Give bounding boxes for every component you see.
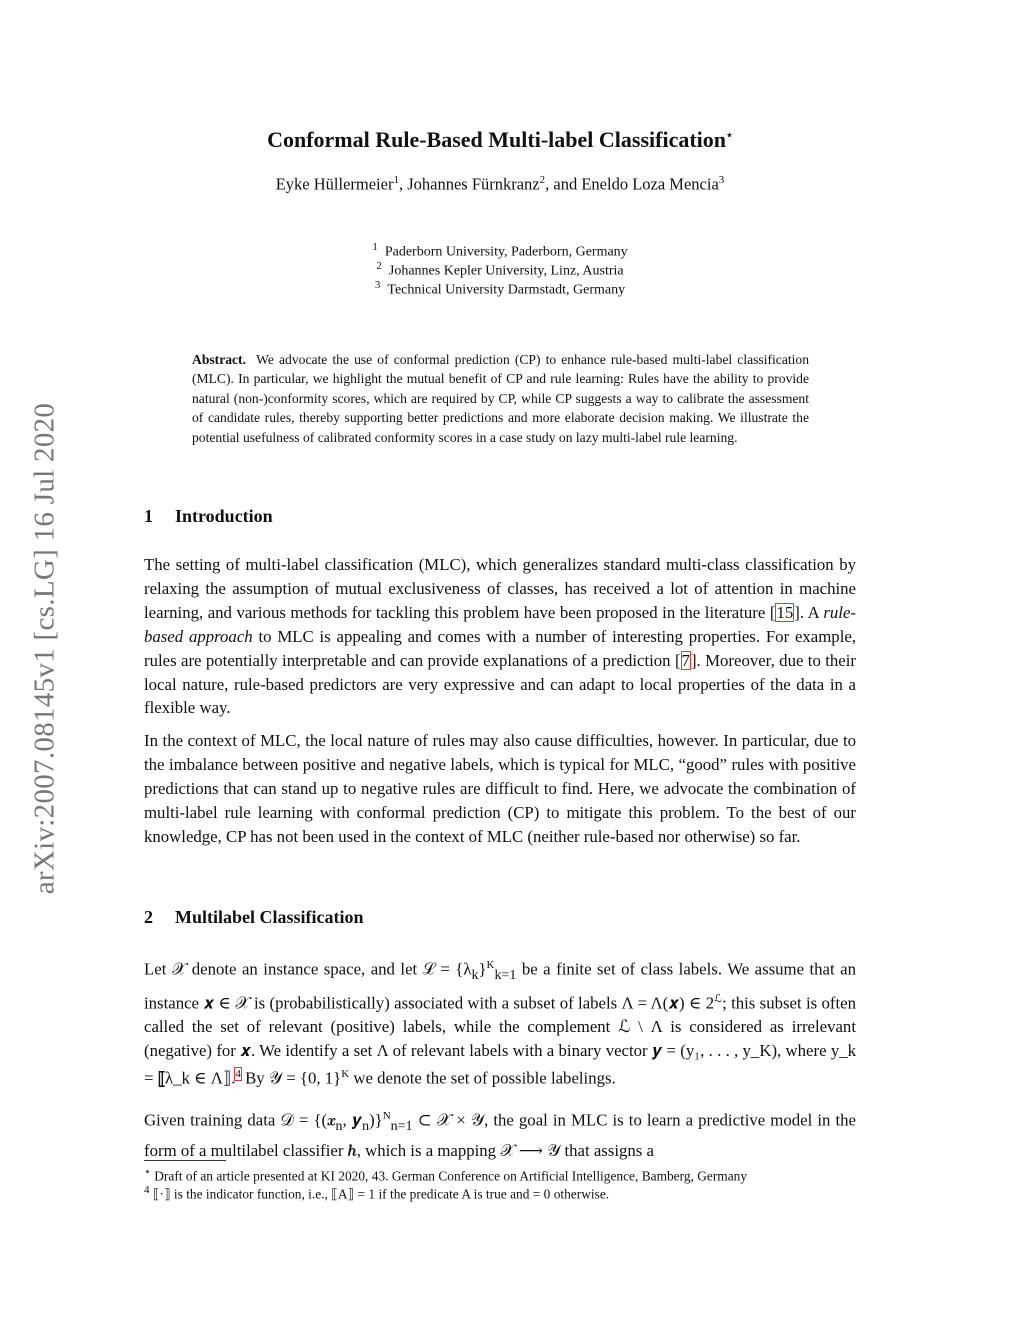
paragraph: In the context of MLC, the local nature of rules may also cause difficulties, however. In particular, due to the imbalance between positive and negative labels, which is typical for MLC, “good” rules with positive predictions that can stand up to negative rules are difficult to find. Here, we advocate the combination of multi-label rule learning with conformal prediction (CP) to mitigate this problem. To the best of our knowledge, CP has not been used in the context of MLC (neither rule-based nor otherwise) so far. — [144, 731, 856, 846]
math-subscript: n — [335, 1118, 343, 1134]
section-number: 2 — [144, 907, 153, 927]
title-text: Conformal Rule-Based Multi-label Classification — [267, 127, 727, 152]
affiliation-number: 1 — [372, 241, 378, 253]
math-subscript: k=1 — [494, 967, 517, 983]
footnote-mark: ⋆ — [144, 1166, 151, 1178]
math-subscript: k — [471, 967, 479, 983]
text: be a finite set of class labels. We assume that an instance 𝒙 ∈ 𝒳 is (probabilistically) associated with a subset of labels Λ = Λ(𝒙) ∈ 2 — [144, 959, 856, 1013]
text: By 𝒴 = {0, 1} — [240, 1068, 342, 1088]
paragraph — [144, 553, 856, 720]
arxiv-identifier-stamp: arXiv:2007.08145v1 [cs.LG] 16 Jul 2020 — [28, 402, 61, 895]
section-number: 1 — [144, 506, 153, 526]
affiliation-text: Paderborn University, Paderborn, Germany — [384, 244, 628, 260]
footnote-text: ⟦·⟧ is the indicator function, i.e., ⟦A⟧ = 1 if the predicate A is true and = 0 otherwise. — [152, 1186, 610, 1202]
text: , 𝒚 — [342, 1110, 363, 1130]
section-title: Multilabel Classification — [175, 907, 364, 927]
footnote — [144, 1184, 856, 1202]
math-subscript: n — [362, 1118, 370, 1134]
abstract-label: Abstract. — [192, 352, 246, 367]
emphasis: rule-based approach — [144, 602, 856, 646]
text: ]. A — [794, 602, 824, 622]
text: Given training data 𝒟 = {(𝒙 — [144, 1110, 336, 1130]
text: } — [478, 959, 487, 979]
author-name: Eyke Hüllermeier — [275, 174, 394, 194]
section-title: Introduction — [175, 506, 273, 526]
author-affiliation-mark: 3 — [718, 174, 725, 186]
paragraph — [144, 1105, 856, 1163]
affiliation-text: Johannes Kepler University, Linz, Austria — [388, 263, 624, 279]
affiliation — [0, 241, 1000, 261]
math-superscript: K — [486, 959, 495, 971]
abstract — [192, 350, 809, 447]
math-superscript: ℒ — [714, 992, 723, 1005]
text: Let 𝒳 denote an instance space, and let ℒ = {λ — [144, 959, 472, 979]
paragraph — [144, 954, 856, 1091]
author-name: , Johannes Fürnkranz — [398, 174, 540, 194]
affiliation — [0, 279, 1000, 299]
section-heading-multilabel-classification — [144, 907, 364, 928]
affiliation-text: Technical University Darmstadt, Germany — [387, 282, 626, 298]
author-affiliation-mark: 2 — [539, 174, 546, 186]
footnote-link[interactable]: 4 — [235, 1068, 241, 1081]
text: to MLC is appealing and comes with a number of interesting properties. For example, rules are potentially interpretable and can provide explanations of a prediction [ — [144, 626, 857, 670]
author-list — [0, 174, 1000, 195]
footnote — [144, 1165, 856, 1184]
text: we denote the set of possible labelings. — [349, 1068, 616, 1088]
author-name: , and Eneldo Loza Mencia — [545, 174, 719, 194]
author-affiliation-mark: 1 — [393, 174, 399, 186]
text: The setting of multi-label classification (MLC), which generalizes standard multi-class classification by relaxing the assumption of mutual exclusiveness of classes, has received a lot of attention in machine learning, and various methods for tackling this problem have been proposed in the literature [ — [144, 555, 856, 622]
text: )} — [369, 1110, 383, 1130]
text: ]. Moreover, due to their local nature, rule-based predictors are very expressive and can adapt to local properties of the data in a flexible way. — [144, 650, 856, 718]
section-heading-introduction — [144, 506, 273, 527]
abstract-text: We advocate the use of conformal prediction (CP) to enhance rule-based multi-label classification (MLC). In particular, we highlight the mutual benefit of CP and rule learning: Rules have the ability to provide natural (non-)conformity scores, which are required by CP, while CP suggests a way to calibrate the assessment of candidate rules, thereby supporting better predictions and more elaborate decision making. We illustrate the potential usefulness of calibrated conformity scores in a case study on lazy multi-label rule learning. — [192, 352, 810, 445]
citation-link[interactable]: 15 — [776, 602, 794, 622]
math-superscript: K — [341, 1068, 350, 1081]
affiliation — [0, 260, 1000, 280]
footnote-divider — [144, 1160, 226, 1161]
footnote-mark: 4 — [144, 1184, 150, 1196]
citation-link[interactable]: 7 — [681, 650, 690, 670]
footnote-text: Draft of an article presented at KI 2020, 43. German Conference on Artificial Intelligence, Bamberg, Germany — [154, 1168, 748, 1184]
text: ; this subset is often called the set of relevant (positive) labels, while the complement ℒ \ Λ is considered as irrelevant (negative) for 𝒙. We identify a set Λ of relevant labels with a binary vector 𝒚 = (y₁, . . . , y_K), where y_k = ⟦λ_k ∈ Λ⟧. — [144, 993, 856, 1088]
math-superscript: N — [382, 1110, 391, 1122]
paper-title — [0, 127, 1000, 153]
affiliation-number: 3 — [374, 279, 381, 291]
affiliation-number: 2 — [376, 260, 382, 272]
title-footnote-mark: ⋆ — [726, 129, 733, 142]
math-subscript: n=1 — [390, 1118, 413, 1134]
text: ⊂ 𝒳 × 𝒴, the goal in MLC is to learn a predictive model in the form of a multilabel classifier 𝒉, which is a mapping 𝒳 ⟶ 𝒴 that assigns a — [144, 1110, 856, 1160]
